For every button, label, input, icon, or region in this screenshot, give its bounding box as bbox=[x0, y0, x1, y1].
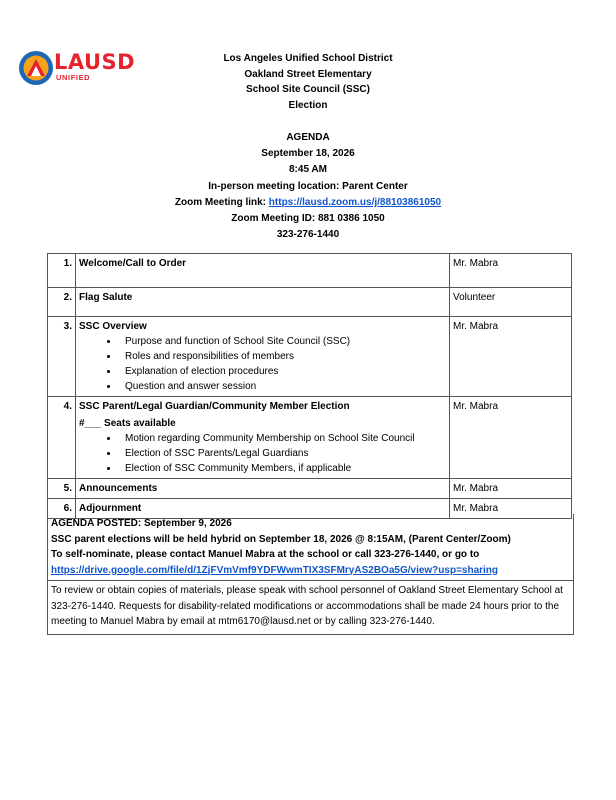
list-item: • Explanation of election procedures bbox=[119, 364, 446, 379]
list-item: • Motion regarding Community Membership on School Site Council bbox=[119, 431, 446, 446]
council-name: School Site Council (SSC) bbox=[246, 84, 370, 95]
item-content bbox=[76, 317, 450, 397]
logo-text: LAUSD bbox=[54, 50, 136, 74]
item-presenter: Volunteer bbox=[450, 288, 572, 317]
zoom-link[interactable]: https://lausd.zoom.us/j/88103861050 bbox=[268, 196, 442, 208]
school-name: Oakland Street Elementary bbox=[244, 68, 372, 80]
agenda-posted-box bbox=[47, 514, 574, 581]
list-item: • Purpose and function of School Site Council (SSC) bbox=[119, 334, 446, 349]
item-number: 3. bbox=[48, 317, 76, 397]
table-row bbox=[48, 288, 572, 317]
item-presenter: Mr. Mabra bbox=[450, 499, 572, 519]
list-item: • Election of SSC Community Members, if applicable bbox=[119, 461, 446, 476]
logo-subtext: UNIFIED bbox=[56, 73, 91, 82]
item-presenter: Mr. Mabra bbox=[450, 317, 572, 397]
item-presenter: Mr. Mabra bbox=[450, 397, 572, 479]
item-title: Welcome/Call to Order bbox=[76, 254, 450, 288]
agenda-title: AGENDA bbox=[286, 132, 330, 143]
document-header bbox=[0, 51, 616, 113]
item-number: 4. bbox=[48, 397, 76, 479]
item-presenter: Mr. Mabra bbox=[450, 479, 572, 499]
item-number: 1. bbox=[48, 254, 76, 288]
seats-available: #___ Seats available bbox=[79, 418, 176, 429]
meeting-date: September 18, 2026 bbox=[261, 148, 355, 160]
list-item: • Election of SSC Parents/Legal Guardians bbox=[119, 446, 446, 461]
item-title: Announcements bbox=[76, 479, 450, 499]
election-info: SSC parent elections will be held hybrid on September 18, 2026 @ 8:15AM, (Parent Center/Zoom) bbox=[51, 533, 511, 545]
nomination-link[interactable]: https://drive.google.com/file/d/1ZjFVmVmf9YDFWwmTIX3SFMryAS2BOa5G/view?usp=sharing bbox=[51, 564, 499, 576]
item-title: SSC Parent/Legal Guardian/Community Member Election bbox=[79, 401, 350, 412]
list-item: • Question and answer session bbox=[119, 379, 446, 394]
item-presenter: Mr. Mabra bbox=[450, 254, 572, 288]
meeting-location: In-person meeting location: Parent Center bbox=[208, 180, 408, 192]
district-name: Los Angeles Unified School District bbox=[223, 53, 393, 64]
item-bullets bbox=[79, 334, 446, 394]
table-row bbox=[48, 479, 572, 499]
event-name: Election bbox=[288, 99, 328, 111]
item-content bbox=[76, 397, 450, 479]
accessibility-notice: To review or obtain copies of materials, please speak with school personnel of Oakland Street Elementary School at 323-276-1440. Requests for disability-related modifications or accommodations shall be made 24 hours prior to the meeting to Manuel Mabra by email at mtm6170@lausd.net or by calling 323-276-1440. bbox=[47, 580, 574, 635]
meeting-time: 8:45 AM bbox=[289, 164, 327, 176]
item-title: Adjournment bbox=[76, 499, 450, 519]
zoom-meeting-id: Zoom Meeting ID: 881 0386 1050 bbox=[231, 213, 385, 225]
posted-date: AGENDA POSTED: September 9, 2026 bbox=[51, 518, 232, 529]
self-nominate-info: To self-nominate, please contact Manuel Mabra at the school or call 323-276-1440, or go to bbox=[51, 549, 480, 560]
table-row bbox=[48, 317, 572, 397]
zoom-link-label: Zoom Meeting link: bbox=[174, 196, 269, 208]
list-item: • Roles and responsibilities of members bbox=[119, 349, 446, 364]
table-row bbox=[48, 254, 572, 288]
zoom-link-row bbox=[0, 195, 616, 211]
item-number: 6. bbox=[48, 499, 76, 519]
item-bullets bbox=[79, 431, 446, 476]
meeting-phone: 323-276-1440 bbox=[276, 229, 340, 241]
item-number: 5. bbox=[48, 479, 76, 499]
agenda-table bbox=[47, 253, 572, 519]
agenda-info bbox=[0, 130, 616, 243]
item-title: SSC Overview bbox=[79, 321, 147, 332]
item-number: 2. bbox=[48, 288, 76, 317]
table-row bbox=[48, 397, 572, 479]
item-title: Flag Salute bbox=[76, 288, 450, 317]
